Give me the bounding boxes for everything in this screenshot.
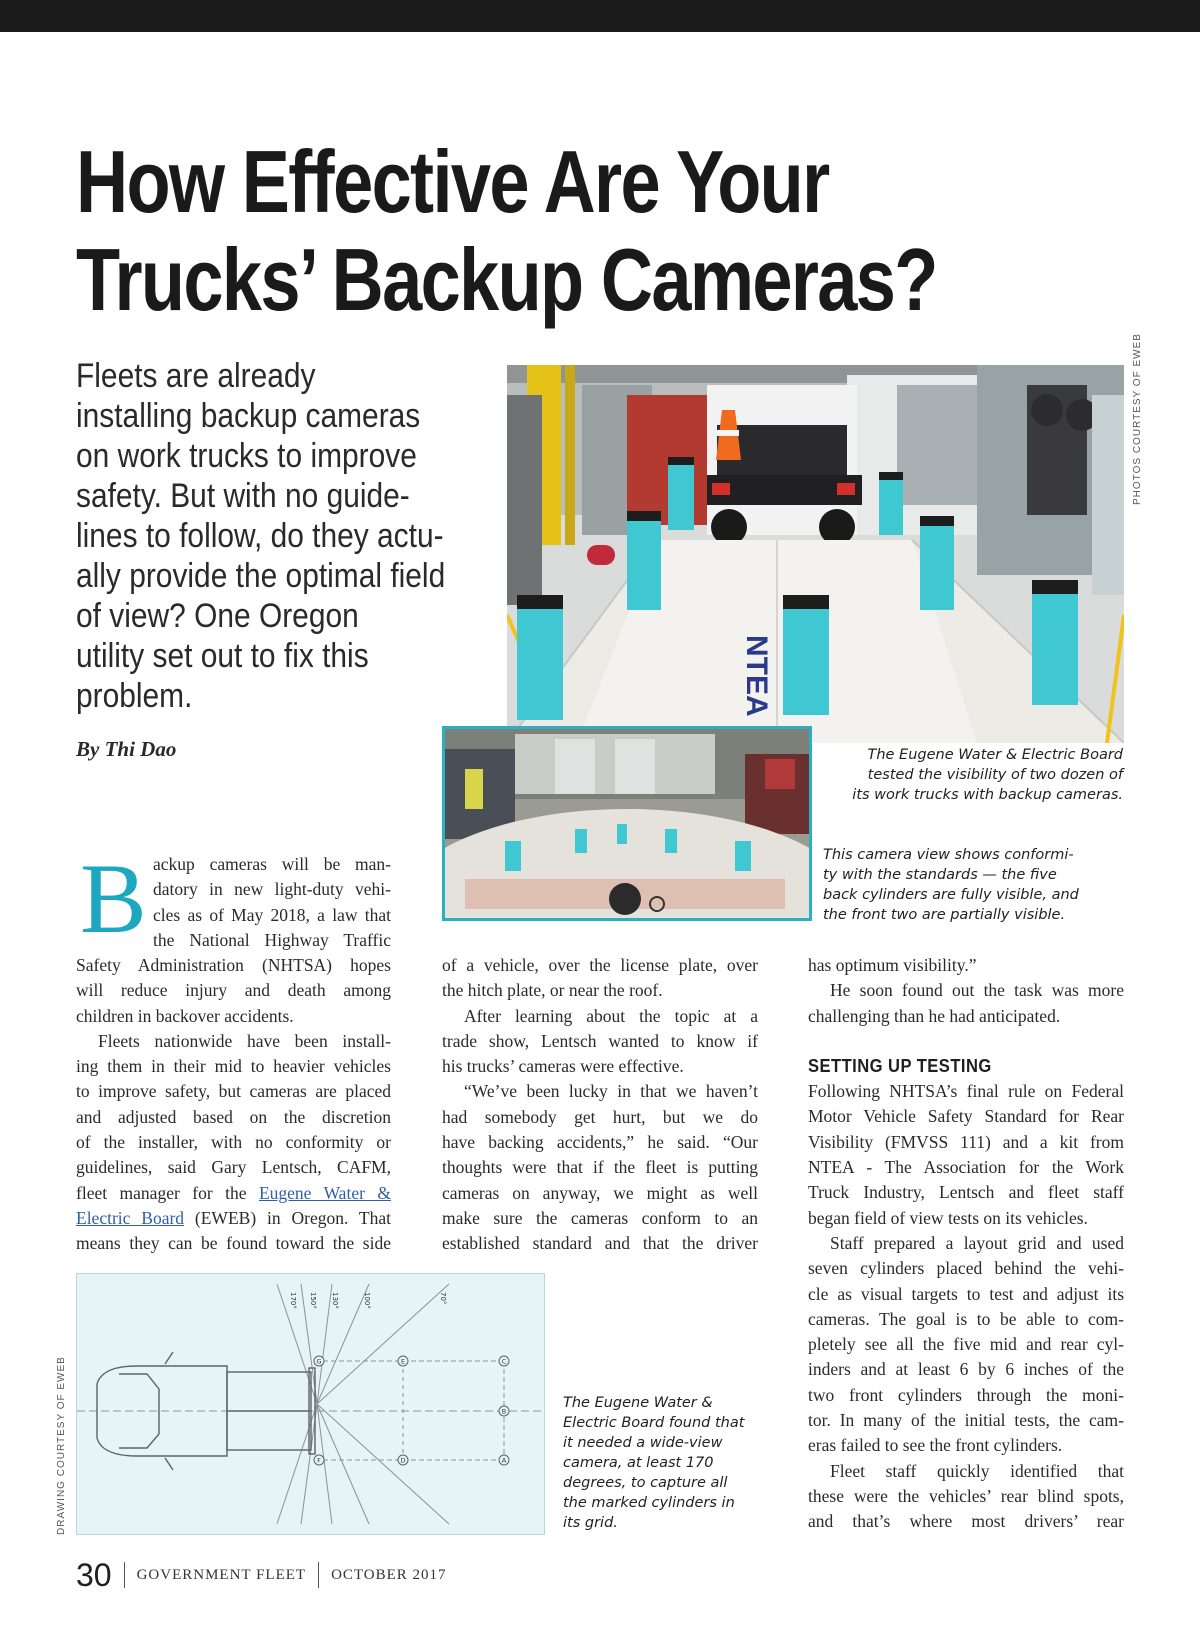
column-1-intro (153, 852, 391, 953)
caption-line: degrees, to capture all (563, 1475, 728, 1491)
caption-line: the marked cylinders in (563, 1495, 735, 1511)
body-line: children in backover accidents. (76, 1005, 294, 1026)
body-line: cles as of May 2018, a law that (153, 904, 391, 925)
body-line: have backing accidents,” he said. “Our (442, 1132, 758, 1153)
body-line: cameras on anyway, we might as well (442, 1182, 758, 1203)
point-label-g: G (316, 1357, 322, 1366)
drawing-caption (563, 1393, 763, 1533)
column-1-body (76, 953, 391, 1257)
camera-view-illustration (445, 729, 809, 918)
caption-line: the front two are partially visible. (823, 907, 1066, 923)
body-line: and that’s where most drivers’ rear (808, 1511, 1124, 1532)
point-label-e: E (400, 1357, 406, 1366)
publication-name: GOVERNMENT FLEET (136, 1566, 307, 1583)
caption-line: camera, at least 170 (563, 1455, 714, 1471)
page-number: 30 (76, 1556, 112, 1593)
caption-line: its work trucks with backup cameras. (852, 787, 1123, 803)
angle-label: 150° (309, 1292, 317, 1309)
body-line: will reduce injury and death among (76, 980, 391, 1001)
body-line: Safety Administration (NHTSA) hopes (76, 955, 391, 975)
dek-line: problem. (76, 677, 193, 715)
caption-line: This camera view shows conformi- (823, 847, 1074, 863)
drop-cap: B (80, 843, 147, 954)
body-line: He soon found out the task was more (830, 980, 1124, 1001)
body-line: eras failed to see the front cylinders. (808, 1435, 1063, 1456)
body-line: his trucks’ cameras were effective. (442, 1056, 684, 1077)
body-line: Following NHTSA’s final rule on Federal (808, 1081, 1124, 1102)
point-label-d: D (400, 1456, 406, 1465)
body-line (76, 1181, 391, 1206)
angle-label: 100° (363, 1292, 371, 1309)
footer-divider (124, 1562, 125, 1588)
caption-line: tested the visibility of two dozen of (867, 767, 1123, 783)
body-line: began field of view tests on its vehicles. (808, 1207, 1088, 1228)
byline: By Thi Dao (76, 737, 177, 761)
point-label-a: A (501, 1456, 507, 1465)
dek-line: of view? One Oregon (76, 597, 359, 635)
footer-divider (318, 1562, 319, 1588)
dek-line: installing backup cameras (76, 397, 421, 435)
body-line: and adjusted based on the discretion (76, 1106, 391, 1127)
headline-line-1: How Effective Are Your (76, 132, 829, 231)
body-line: pletely see all the five mid and rear cyl- (808, 1334, 1124, 1355)
caption-line: ty with the standards — the five (823, 867, 1057, 883)
field-of-view-drawing (77, 1274, 544, 1534)
body-line: the National Highway Traffic (153, 929, 391, 950)
body-line: “We’ve been lucky in that we haven’t (464, 1081, 758, 1102)
caption-line: back cylinders are fully visible, and (823, 887, 1079, 903)
body-text: fleet manager for the (76, 1182, 259, 1203)
main-photo-caption (820, 745, 1123, 805)
body-line: NTEA - The Association for the Work (808, 1157, 1124, 1178)
dek-line: on work trucks to improve (76, 437, 417, 475)
body-line: inders and at least 6 by 6 inches of the (808, 1359, 1124, 1380)
body-line: tor. In many of the initial tests, the cam- (808, 1410, 1124, 1431)
drawing-credit: DRAWING COURTESY OF EWEB (56, 1356, 67, 1535)
dek-line: Fleets are already (76, 357, 316, 395)
body-line: seven cylinders placed behind the vehi- (808, 1258, 1124, 1279)
inset-photo-caption (823, 845, 1123, 925)
body-line: two front cylinders through the moni- (808, 1384, 1124, 1405)
body-line: Motor Vehicle Safety Standard for Rear (808, 1106, 1124, 1127)
body-text: (EWEB) in Oregon. That (184, 1207, 391, 1228)
body-line: cle as visual targets to test and adjust its (808, 1283, 1124, 1304)
body-line: guidelines, said Gary Lentsch, CAFM, (76, 1157, 391, 1178)
dek-line: safety. But with no guide- (76, 477, 410, 515)
body-line: to improve safety, but cameras are placed (76, 1081, 391, 1102)
body-line: Staff prepared a layout grid and used (830, 1232, 1124, 1253)
photo-credit: PHOTOS COURTESY OF EWEB (1132, 333, 1143, 505)
body-line: cameras. The goal is to be able to com- (808, 1308, 1124, 1329)
caption-line: it needed a wide-view (563, 1435, 723, 1451)
point-label-c: C (501, 1357, 507, 1366)
body-line (76, 1206, 391, 1231)
body-line: had somebody get hurt, but we do (442, 1106, 758, 1127)
mat-ntea-text: NTEA (740, 635, 773, 717)
body-line: After learning about the topic at a (464, 1005, 758, 1026)
body-line: Fleet staff quickly identified that (830, 1460, 1124, 1481)
body-line: ackup cameras will be man- (153, 854, 391, 874)
camera-field-diagram (76, 1273, 545, 1535)
body-line: means they can be found toward the side (76, 1233, 391, 1254)
point-label-f: F (317, 1456, 321, 1465)
body-line: Fleets nationwide have been install- (98, 1030, 391, 1051)
body-line: established standard and that the driver (442, 1233, 758, 1254)
body-line: thoughts were that if the fleet is putting (442, 1157, 758, 1178)
body-line: of a vehicle, over the license plate, over (442, 955, 758, 975)
point-label-b: B (501, 1407, 507, 1416)
garage-photo-illustration (507, 365, 1124, 743)
body-line: challenging than he had anticipated. (808, 1005, 1061, 1026)
column-3-body (808, 953, 1124, 1535)
angle-label: 130° (331, 1292, 339, 1309)
top-bar (0, 0, 1200, 32)
article-dek (76, 356, 463, 716)
body-line: make sure the cameras conform to an (442, 1207, 758, 1228)
caption-line: its grid. (563, 1515, 618, 1531)
dek-line: ally provide the optimal field (76, 557, 446, 595)
caption-line: Electric Board found that (563, 1415, 745, 1431)
body-line: these were the vehicles’ rear blind spots, (808, 1485, 1124, 1506)
eweb-link[interactable]: Electric Board (76, 1207, 185, 1228)
caption-line: The Eugene Water & Electric Board (867, 747, 1123, 763)
body-line: datory in new light-duty vehi- (153, 879, 391, 900)
body-line: has optimum visibility.” (808, 955, 977, 975)
body-line: Visibility (FMVSS 111) and a kit from (808, 1131, 1124, 1152)
dek-line: utility set out to fix this (76, 637, 369, 675)
body-line: the hitch plate, or near the roof. (442, 980, 663, 1001)
body-line: Truck Industry, Lentsch and fleet staff (808, 1182, 1124, 1203)
issue-date: OCTOBER 2017 (331, 1566, 447, 1583)
body-line: of the installer, with no conformity or (76, 1132, 391, 1153)
section-subhead: SETTING UP TESTING (808, 1055, 992, 1076)
angle-label: 70° (439, 1292, 447, 1305)
article-headline (76, 133, 945, 329)
garage-photo (507, 365, 1124, 743)
camera-view-photo (442, 726, 812, 921)
dek-line: lines to follow, do they actu- (76, 517, 444, 555)
body-line: trade show, Lentsch wanted to know if (442, 1030, 758, 1051)
angle-label: 170° (289, 1292, 297, 1309)
spacer (808, 1029, 1124, 1054)
headline-line-2: Trucks’ Backup Cameras? (76, 230, 937, 329)
body-line: ing them in their mid to heavier vehicles (76, 1056, 391, 1077)
caption-line: The Eugene Water & (563, 1395, 713, 1411)
page-footer (76, 1555, 447, 1595)
column-2-body (442, 953, 758, 1257)
eweb-link[interactable]: Eugene Water & (258, 1182, 391, 1203)
